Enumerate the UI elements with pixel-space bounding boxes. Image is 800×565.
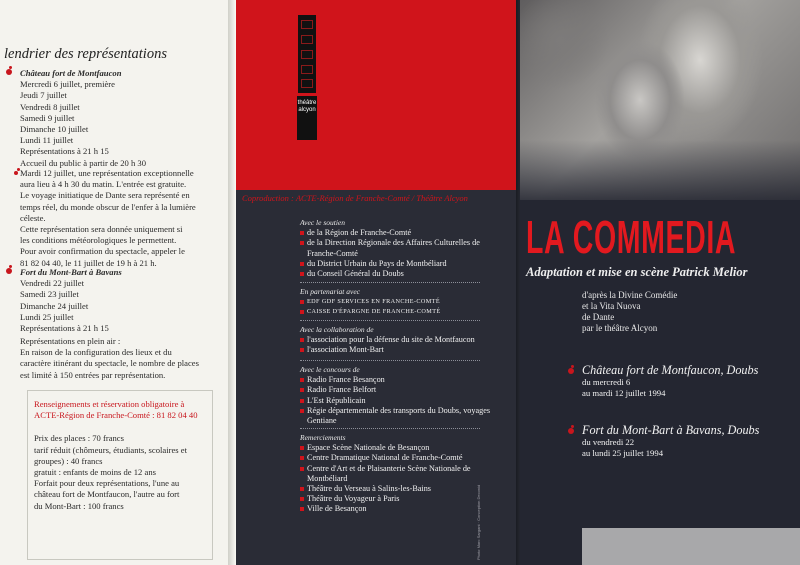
special-block <box>20 168 225 269</box>
section-title: Remerciements <box>300 433 346 442</box>
venue1-name: Château fort de Montfaucon <box>20 68 122 78</box>
price-line: Prix des places : 70 francs <box>34 433 124 444</box>
prices-block <box>34 433 206 511</box>
venue2-name: Fort du Mont-Bart à Bavans, Doubs <box>582 423 760 437</box>
list-item: CAISSE D'ÉPARGNE DE FRANCHE-COMTÉ <box>300 307 510 317</box>
venue1-line: Accueil du public à partir de 20 h 30 <box>20 157 147 168</box>
concours-section <box>300 365 510 426</box>
venue2-line: Lundi 25 juillet <box>20 311 74 322</box>
venue2-line: Samedi 23 juillet <box>20 289 79 300</box>
gray-block <box>582 528 800 565</box>
list-item: Centre Dramatique National de Franche-Comté <box>300 453 510 463</box>
price-line: château fort de Montfaucon, l'autre au fort <box>34 489 180 500</box>
divider <box>300 428 480 429</box>
venue1-block <box>582 364 758 399</box>
subtitle: Adaptation et mise en scène Patrick Melior <box>526 265 748 279</box>
bullet-icon <box>14 171 18 175</box>
list-item: l'association pour la défense du site de Montfaucon <box>300 335 510 345</box>
description-block <box>582 290 677 334</box>
price-line: Forfait pour deux représentations, l'une au <box>34 478 180 489</box>
venue2-line: Représentations à 21 h 15 <box>20 323 109 334</box>
venue2-block <box>20 267 225 334</box>
list-item: Espace Scène Nationale de Besançon <box>300 443 510 453</box>
special-line: Pour avoir confirmation du spectacle, appeler le <box>20 246 185 257</box>
list-item: Centre d'Art et de Plaisanterie Scène Nationale de Montbéliard <box>300 464 510 484</box>
divider <box>300 282 480 283</box>
special-line: 81 82 04 40, le 11 juillet de 19 h à 21 h. <box>20 257 157 268</box>
special-line: temps réel, du monde obscur de l'enfer à la lumière <box>20 201 196 212</box>
list-item: de la Direction Régionale des Affaires Culturelles de Franche-Comté <box>300 238 510 258</box>
divider <box>300 320 480 321</box>
brand-line: alcyon <box>298 107 316 113</box>
special-line: Le voyage initiatique de Dante sera représenté en <box>20 190 190 201</box>
price-line: groupes) : 40 francs <box>34 455 103 466</box>
right-panel <box>520 0 800 565</box>
list-item: l'association Mont-Bart <box>300 345 510 355</box>
section-title: Avec le concours de <box>300 365 360 374</box>
list-item: Radio France Belfort <box>300 385 510 395</box>
venue1-date: du mercredi 6 <box>582 377 631 387</box>
price-line: tarif réduit (chômeurs, étudiants, scolaires et <box>34 444 187 455</box>
outdoor-line: Représentations en plein air : <box>20 336 121 346</box>
list-item: Théâtre du Verseau à Salins-les-Bains <box>300 484 510 494</box>
venue1-name: Château fort de Montfaucon, Doubs <box>582 363 759 377</box>
list-item: L'Est Républicain <box>300 396 510 406</box>
list-item: Radio France Besançon <box>300 375 510 385</box>
outdoor-line: En raison de la configuration des lieux et du <box>20 347 172 358</box>
special-line: les conditions météorologiques le permettent. <box>20 235 177 246</box>
description-line: de Dante <box>582 312 615 322</box>
list-item: Théâtre du Voyageur à Paris <box>300 494 510 504</box>
venue1-line: Lundi 11 juillet <box>20 135 74 146</box>
venue1-line: Jeudi 7 juillet <box>20 90 67 101</box>
middle-panel <box>236 0 520 565</box>
bullet-icon <box>568 428 574 434</box>
venue1-line: Représentations à 21 h 15 <box>20 146 109 157</box>
collaboration-section <box>300 325 510 356</box>
left-panel <box>0 0 228 565</box>
venue1-line: Samedi 9 juillet <box>20 112 75 123</box>
bullet-icon <box>568 368 574 374</box>
venue1-date: au mardi 12 juillet 1994 <box>582 388 666 398</box>
reservation-line: Renseignements et réservation obligatoire à <box>34 399 185 409</box>
list-item: Ville de Besançon <box>300 504 510 514</box>
section-title: Avec la collaboration de <box>300 325 374 334</box>
description-line: et la Vita Nuova <box>582 301 641 311</box>
bullet-icon <box>6 69 12 75</box>
venue1-line: Mercredi 6 juillet, première <box>20 79 115 90</box>
venue1-line: Dimanche 10 juillet <box>20 124 89 135</box>
red-header-block <box>236 0 520 190</box>
photo-fade <box>520 140 800 210</box>
outdoor-line: caractère itinérant du spectacle, le nombre de places <box>20 358 199 369</box>
section-title: Avec le soutien <box>300 218 345 227</box>
list-item: de la Région de Franche-Comté <box>300 228 510 238</box>
partner-section <box>300 287 510 318</box>
theatre-alcyon-logo <box>297 96 317 140</box>
venue1-block <box>20 68 225 169</box>
venue2-name: Fort du Mont-Bart à Bavans <box>20 267 122 277</box>
list-item: du District Urbain du Pays de Montbéliard <box>300 259 510 269</box>
coproduction-line: Coproduction : ACTE-Région de Franche-Comté / Théâtre Alcyon <box>242 193 468 203</box>
info-box <box>27 390 213 560</box>
price-line: du Mont-Bart : 100 francs <box>34 500 124 511</box>
venue2-date: au lundi 25 juillet 1994 <box>582 448 664 458</box>
description-line: par le théâtre Alcyon <box>582 323 658 333</box>
bullet-icon <box>6 268 12 274</box>
brand-line: théâtre <box>297 100 317 106</box>
main-title: LA COMMEDIA <box>526 211 737 263</box>
fold-shadow <box>228 0 236 565</box>
price-line: gratuit : enfants de moins de 12 ans <box>34 467 156 478</box>
venue2-line: Dimanche 24 juillet <box>20 300 89 311</box>
section-title: En partenariat avec <box>300 287 360 296</box>
reservation-line: ACTE-Région de Franche-Comté : 81 82 04 40 <box>34 410 198 421</box>
photo-credit: Photo Marc Sargant · Conception Deconid <box>476 484 481 560</box>
support-section <box>300 218 510 279</box>
tower-logo-icon <box>298 15 316 93</box>
special-line: céleste. <box>20 212 46 223</box>
venue2-line: Vendredi 22 juillet <box>20 278 84 289</box>
outdoor-block <box>20 336 225 381</box>
divider <box>300 360 480 361</box>
special-line: Mardi 12 juillet, une représentation exceptionnelle <box>20 168 194 178</box>
outdoor-line: est limité à 150 entrées par représentation. <box>20 369 166 380</box>
list-item: EDF GDF SERVICES EN FRANCHE-COMTÉ <box>300 297 510 307</box>
special-line: aura lieu à 4 h 30 du matin. L'entrée est gratuite. <box>20 179 187 190</box>
calendar-heading: lendrier des représentations <box>4 46 167 62</box>
list-item: Régie départementale des transports du Doubs, voyages Gentiane <box>300 406 510 426</box>
venue1-line: Vendredi 8 juillet <box>20 101 80 112</box>
special-line: Cette représentation sera donnée uniquement si <box>20 224 183 235</box>
list-item: du Conseil Général du Doubs <box>300 269 510 279</box>
description-line: d'après la Divine Comédie <box>582 290 678 300</box>
venue2-block <box>582 424 759 459</box>
venue2-date: du vendredi 22 <box>582 437 635 447</box>
